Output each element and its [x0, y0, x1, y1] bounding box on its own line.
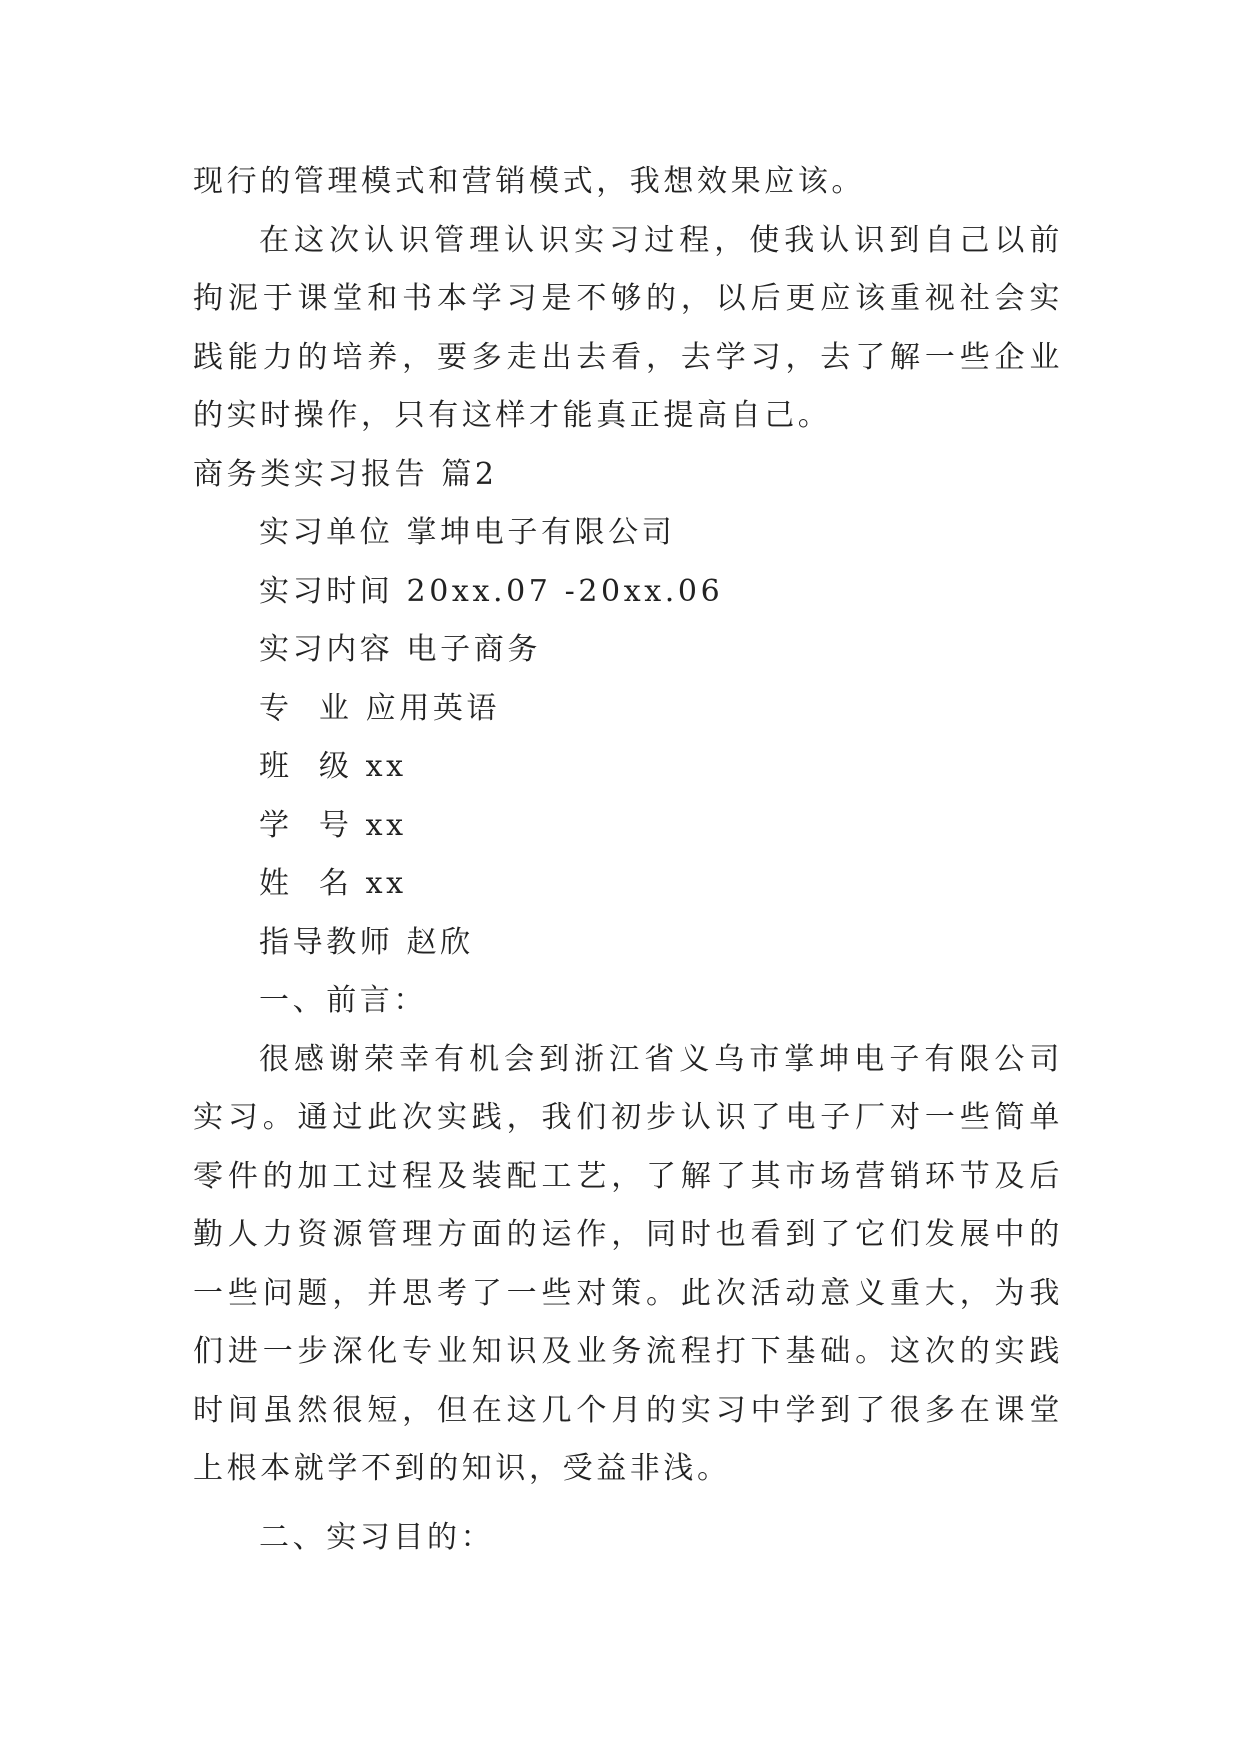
info-field-class: [193, 738, 1063, 797]
info-value: xx: [365, 866, 407, 901]
info-field-unit: [193, 504, 1063, 563]
info-field-major: [193, 680, 1063, 739]
section-title: 商务类实习报告 篇2: [193, 456, 498, 492]
info-fields: [193, 504, 1063, 972]
info-label: 姓 名: [259, 866, 353, 901]
info-label: 实习内容: [259, 632, 394, 667]
info-value: xx: [365, 749, 407, 784]
paragraph-preface: 很感谢荣幸有机会到浙江省义乌市掌坤电子有限公司实习。通过此次实践，我们初步认识了电子厂对一些简单零件的加工过程及装配工艺，了解了其市场营销环节及后勤人力资源管理方面的运作，同时也看到了它们发展中的一些问题，并思考了一些对策。此次活动意义重大，为我们进一步深化专业知识及业务流程打下基础。这次的实践时间虽然很短，但在这几个月的实习中学到了很多在课堂上根本就学不到的知识，受益非浅。: [193, 1041, 1063, 1486]
info-label: 专 业: [259, 690, 353, 726]
info-value: xx: [365, 807, 407, 843]
info-field-student-id: [193, 797, 1063, 856]
info-value: 掌坤电子有限公司: [406, 515, 676, 550]
info-label: 实习单位: [259, 515, 394, 550]
info-field-advisor: [193, 914, 1063, 973]
heading-purpose: 二、实习目的：: [259, 1519, 495, 1555]
info-value: 应用英语: [365, 690, 501, 726]
info-label: 学 号: [259, 807, 353, 843]
info-field-name: [193, 855, 1063, 914]
info-label: 实习时间: [259, 573, 394, 609]
heading-preface: 一、前言：: [259, 983, 427, 1018]
info-label: 班 级: [259, 749, 353, 784]
info-field-time: [193, 563, 1063, 622]
info-label: 指导教师: [259, 924, 394, 960]
paragraph-reflection: 在这次认识管理认识实习过程，使我认识到自己以前拘泥于课堂和书本学习是不够的，以后更应该重视社会实践能力的培养，要多走出去看，去学习，去了解一些企业的实时操作，只有这样才能真正提高自己。: [193, 222, 1063, 433]
info-value: 电子商务: [406, 632, 541, 667]
info-value: 赵欣: [406, 924, 474, 960]
paragraph-continuation: 现行的管理模式和营销模式，我想效果应该。: [193, 164, 865, 199]
info-field-content: [193, 621, 1063, 680]
info-value: 20xx.07 -20xx.06: [406, 573, 724, 609]
document-body: [193, 153, 1063, 1567]
